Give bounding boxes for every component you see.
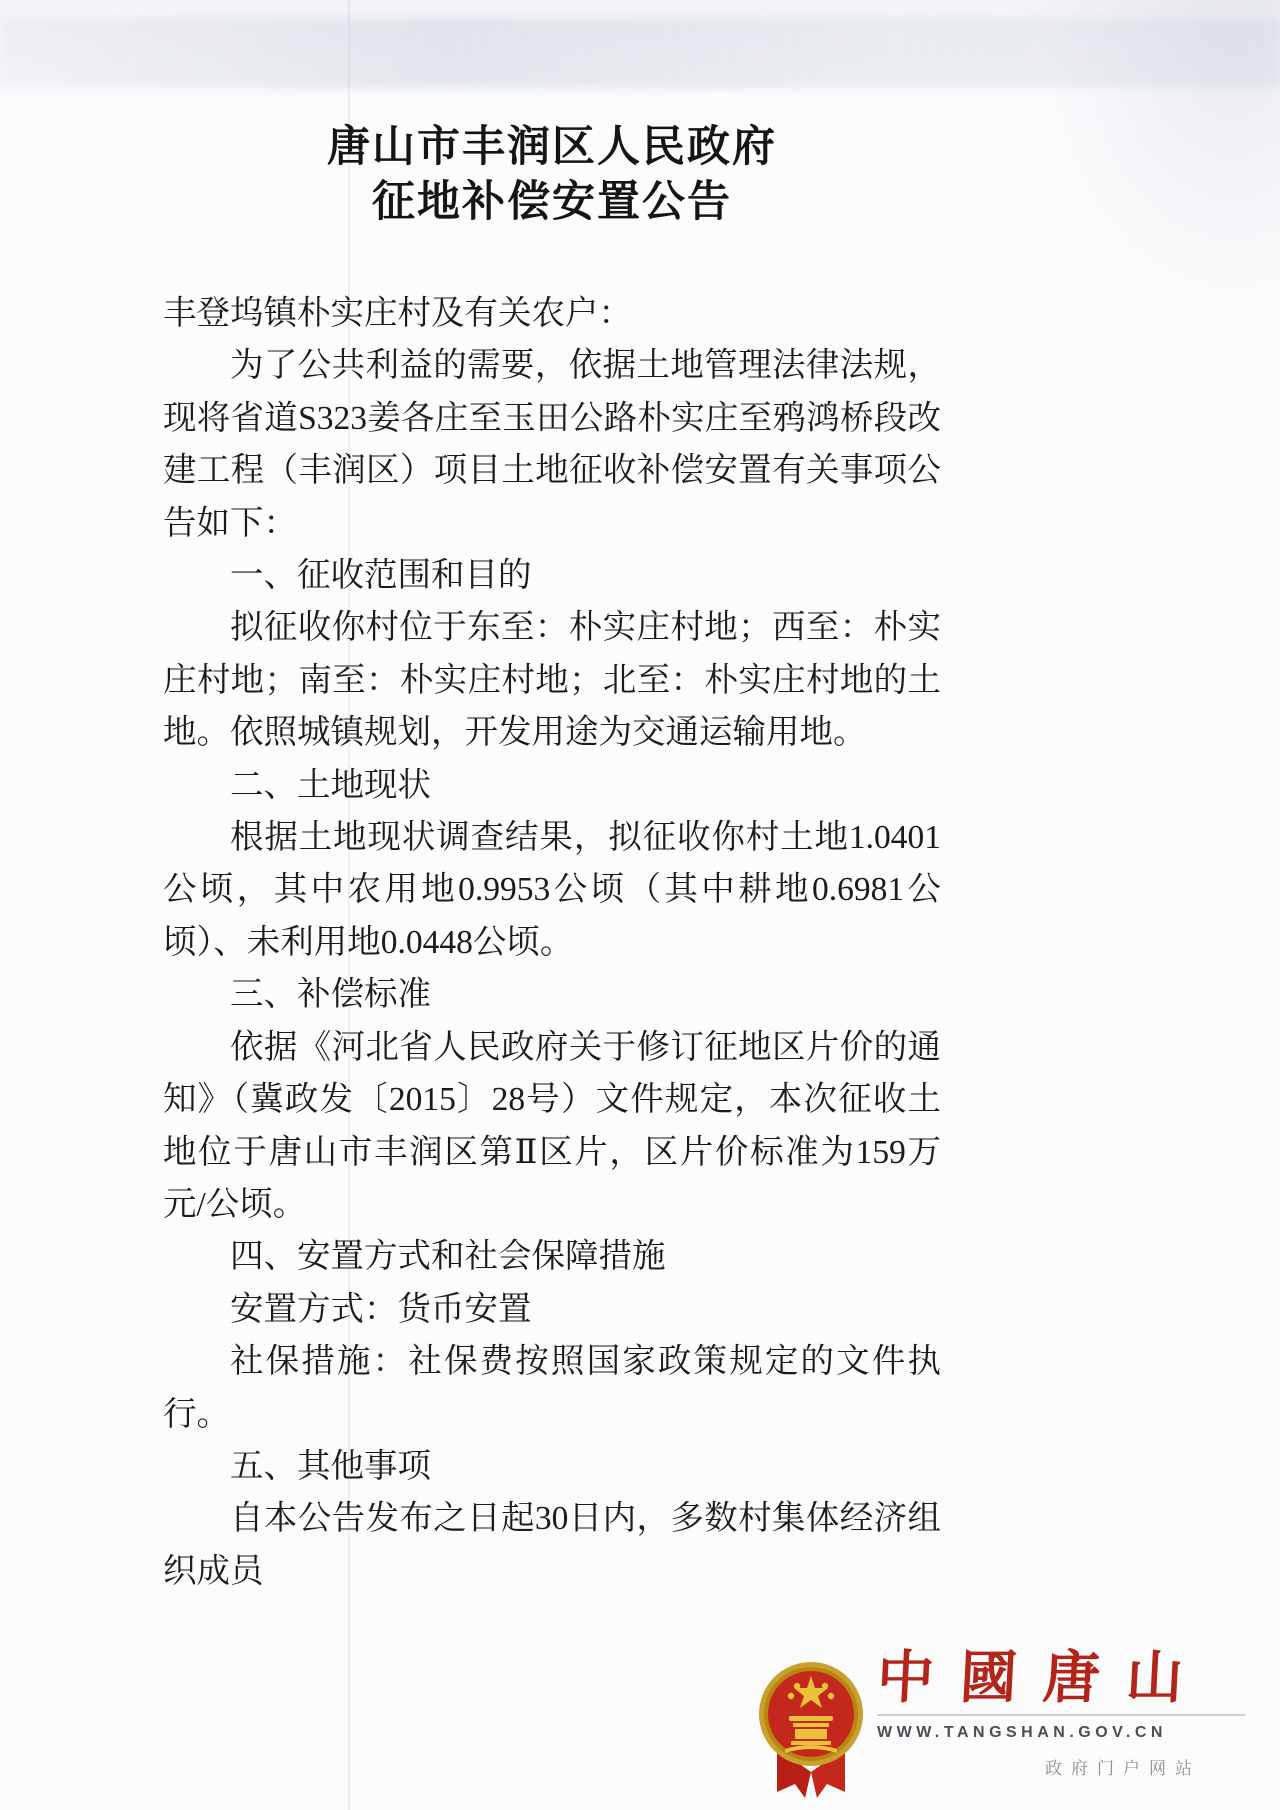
section-heading-5: 五、其他事项 bbox=[230, 1447, 431, 1485]
line-social-security: 社保措施：社保费按照国家政策规定的文件执行。 bbox=[163, 1343, 941, 1433]
paragraph-land-status: 根据土地现状调查结果，拟征收你村土地1.0401公顷，其中农用地0.9953公顷（其中耕地0.6981公顷）、未利用地0.0448公顷。 bbox=[163, 819, 941, 961]
brand-text-block bbox=[877, 1648, 1249, 1779]
line-resettlement-method: 安置方式：货币安置 bbox=[230, 1290, 532, 1328]
notice-title bbox=[162, 120, 942, 230]
paragraph-intro: 为了公共利益的需要，依据土地管理法律法规，现将省道S323姜各庄至玉田公路朴实庄至鸦鸿桥段改建工程（丰润区）项目土地征收补偿安置有关事项公告如下： bbox=[163, 347, 941, 542]
notice-title-line1: 唐山市丰润区人民政府 bbox=[327, 123, 777, 171]
section-heading-2: 二、土地现状 bbox=[230, 766, 431, 804]
brand-divider bbox=[877, 1714, 1245, 1716]
paragraph-scope: 拟征收你村位于东至：朴实庄村地；西至：朴实庄村地；南至：朴实庄村地；北至：朴实庄村地的土地。依照城镇规划，开发用途为交通运输用地。 bbox=[163, 609, 941, 752]
notice-body bbox=[163, 288, 941, 1598]
brand-calligraphy: 中國唐山 bbox=[875, 1647, 1211, 1710]
section-heading-3: 三、补偿标准 bbox=[230, 976, 431, 1014]
national-emblem-icon bbox=[755, 1652, 867, 1802]
paragraph-other: 自本公告发布之日起30日内，多数村集体经济组织成员 bbox=[163, 1500, 941, 1590]
notice-title-line2: 征地补偿安置公告 bbox=[372, 178, 732, 226]
paragraph-compensation: 依据《河北省人民政府关于修订征地区片价的通知》（冀政发〔2015〕28号）文件规定，本次征收土地位于唐山市丰润区第Ⅱ区片，区片价标准为159万元/公顷。 bbox=[163, 1028, 941, 1223]
salutation-line: 丰登坞镇朴实庄村及有关农户： bbox=[163, 295, 632, 332]
section-heading-1: 一、征收范围和目的 bbox=[230, 557, 532, 595]
section-heading-4: 四、安置方式和社会保障措施 bbox=[230, 1238, 666, 1276]
scan-artifact-corner-shade bbox=[1040, 0, 1280, 320]
brand-portal-label: 政府门户网站 bbox=[1045, 1759, 1201, 1778]
scan-artifact-top-band bbox=[0, 18, 1280, 88]
tangshan-gov-logo bbox=[755, 1648, 1249, 1802]
brand-website-url: WWW.TANGSHAN.GOV.CN bbox=[877, 1724, 1167, 1741]
